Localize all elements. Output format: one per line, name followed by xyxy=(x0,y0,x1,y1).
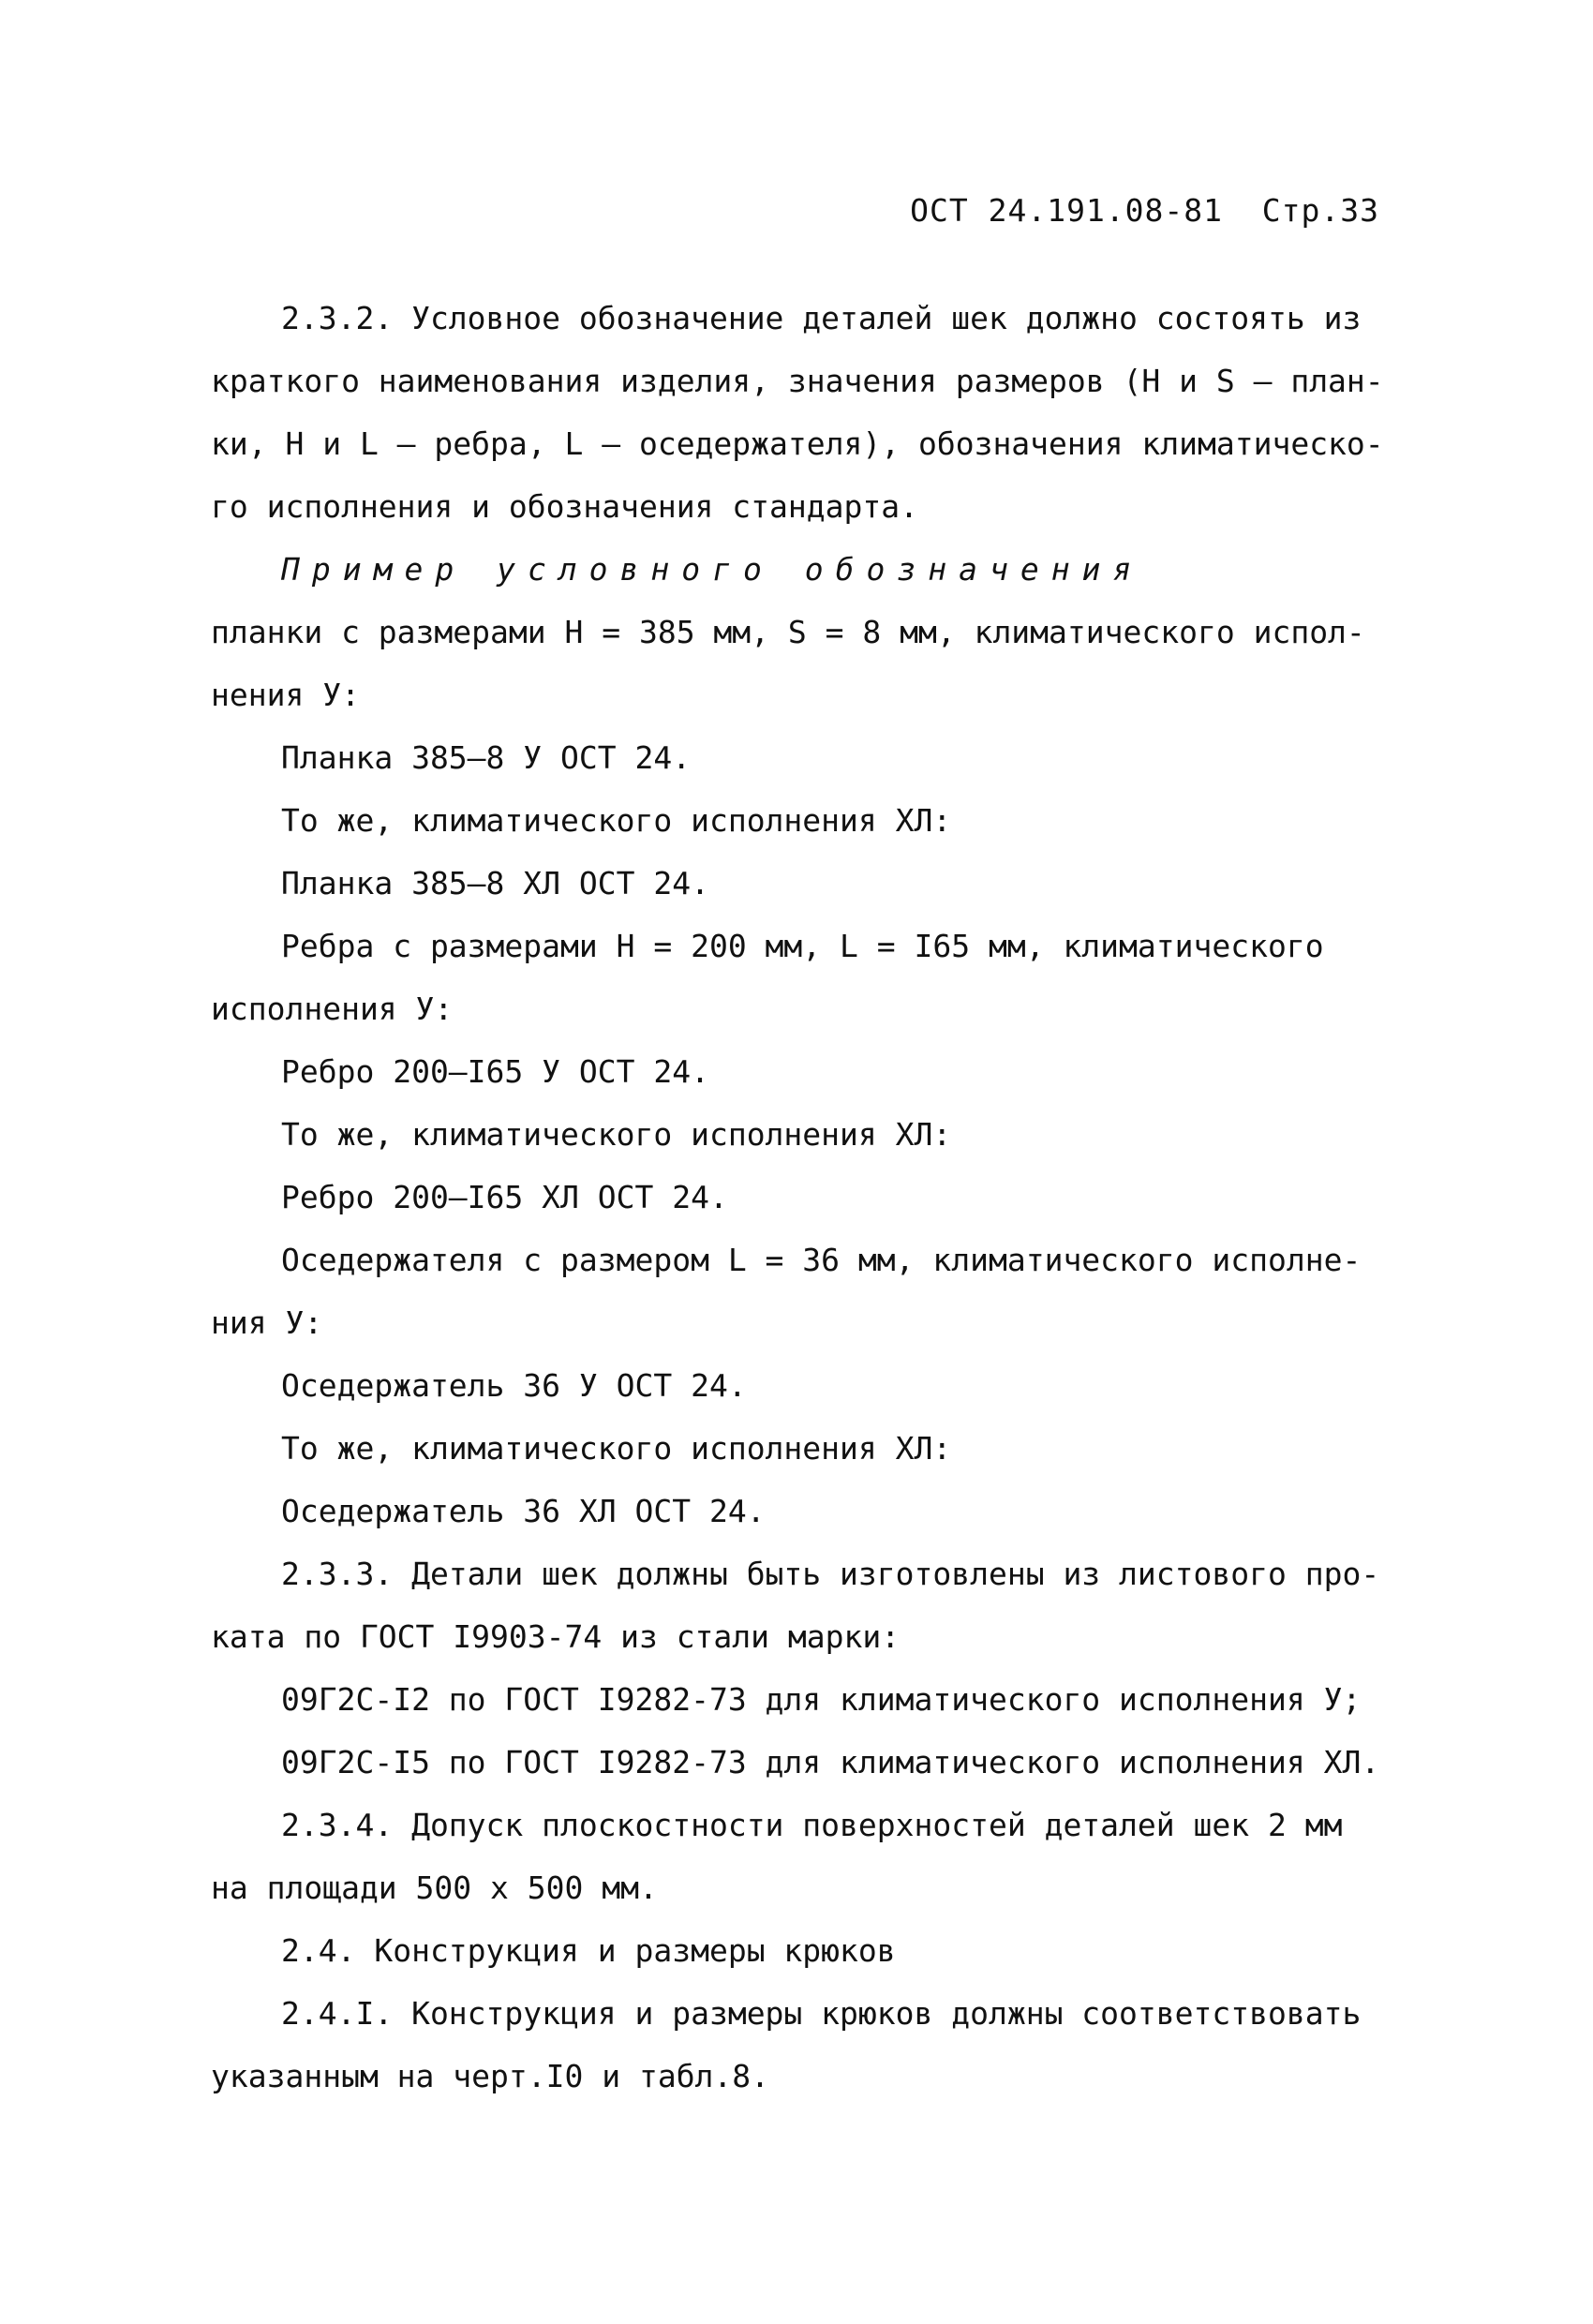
paragraph-line: на площади 500 х 500 мм. xyxy=(211,1870,658,1906)
page-header xyxy=(910,192,1379,229)
example-line: То же, климатического исполнения ХЛ: xyxy=(281,1116,952,1153)
paragraph-line: 2.4.I. Конструкция и размеры крюков должны соответствовать xyxy=(281,1995,1362,2032)
paragraph-line: Оседержателя с размером L = 36 мм, климатического исполне- xyxy=(281,1242,1362,1278)
example-line: Ребро 200–I65 У ОСТ 24. xyxy=(281,1053,709,1090)
paragraph-line: ката по ГОСТ I9903-74 из стали марки: xyxy=(211,1618,901,1655)
section-heading: 2.4. Конструкция и размеры крюков xyxy=(281,1932,896,1969)
example-heading: Пример условного обозначения xyxy=(281,551,1144,588)
example-line: Планка 385–8 ХЛ ОСТ 24. xyxy=(281,865,709,901)
paragraph-line: краткого наименования изделия, значения размеров (Н и S – план- xyxy=(211,363,1384,399)
paragraph-line: ки, Н и L – ребра, L – оседержателя), обозначения климатическо- xyxy=(211,425,1384,462)
paragraph-line: ния У: xyxy=(211,1304,323,1341)
example-line: То же, климатического исполнения ХЛ: xyxy=(281,1430,952,1467)
paragraph-line: го исполнения и обозначения стандарта. xyxy=(211,488,918,525)
paragraph-line: 2.3.3. Детали шек должны быть изготовлены из листового про- xyxy=(281,1556,1380,1592)
doc-code: ОСТ 24.191.08-81 xyxy=(910,192,1224,229)
paragraph-line: указанным на черт.I0 и табл.8. xyxy=(211,2058,770,2094)
example-line: Оседержатель 36 У ОСТ 24. xyxy=(281,1367,747,1404)
paragraph-line: Ребра с размерами Н = 200 мм, L = I65 мм, климатического xyxy=(281,928,1324,964)
paragraph-line: 09Г2С-I5 по ГОСТ I9282-73 для климатического исполнения ХЛ. xyxy=(281,1744,1380,1780)
paragraph-line: планки с размерами Н = 385 мм, S = 8 мм, климатического испол- xyxy=(211,614,1365,650)
paragraph-line: 2.3.2. Условное обозначение деталей шек должно состоять из xyxy=(281,300,1362,336)
paragraph-line: исполнения У: xyxy=(211,991,454,1027)
page-number: Стр.33 xyxy=(1261,192,1379,229)
paragraph-line: 2.3.4. Допуск плоскостности поверхностей деталей шек 2 мм xyxy=(281,1807,1343,1843)
paragraph-line: 09Г2С-I2 по ГОСТ I9282-73 для климатического исполнения У; xyxy=(281,1681,1362,1718)
example-line: Планка 385–8 У ОСТ 24. xyxy=(281,739,692,776)
example-line: Ребро 200–I65 ХЛ ОСТ 24. xyxy=(281,1179,728,1215)
example-line: Оседержатель 36 ХЛ ОСТ 24. xyxy=(281,1493,766,1529)
paragraph-line: нения У: xyxy=(211,677,360,713)
example-line: То же, климатического исполнения ХЛ: xyxy=(281,802,952,839)
